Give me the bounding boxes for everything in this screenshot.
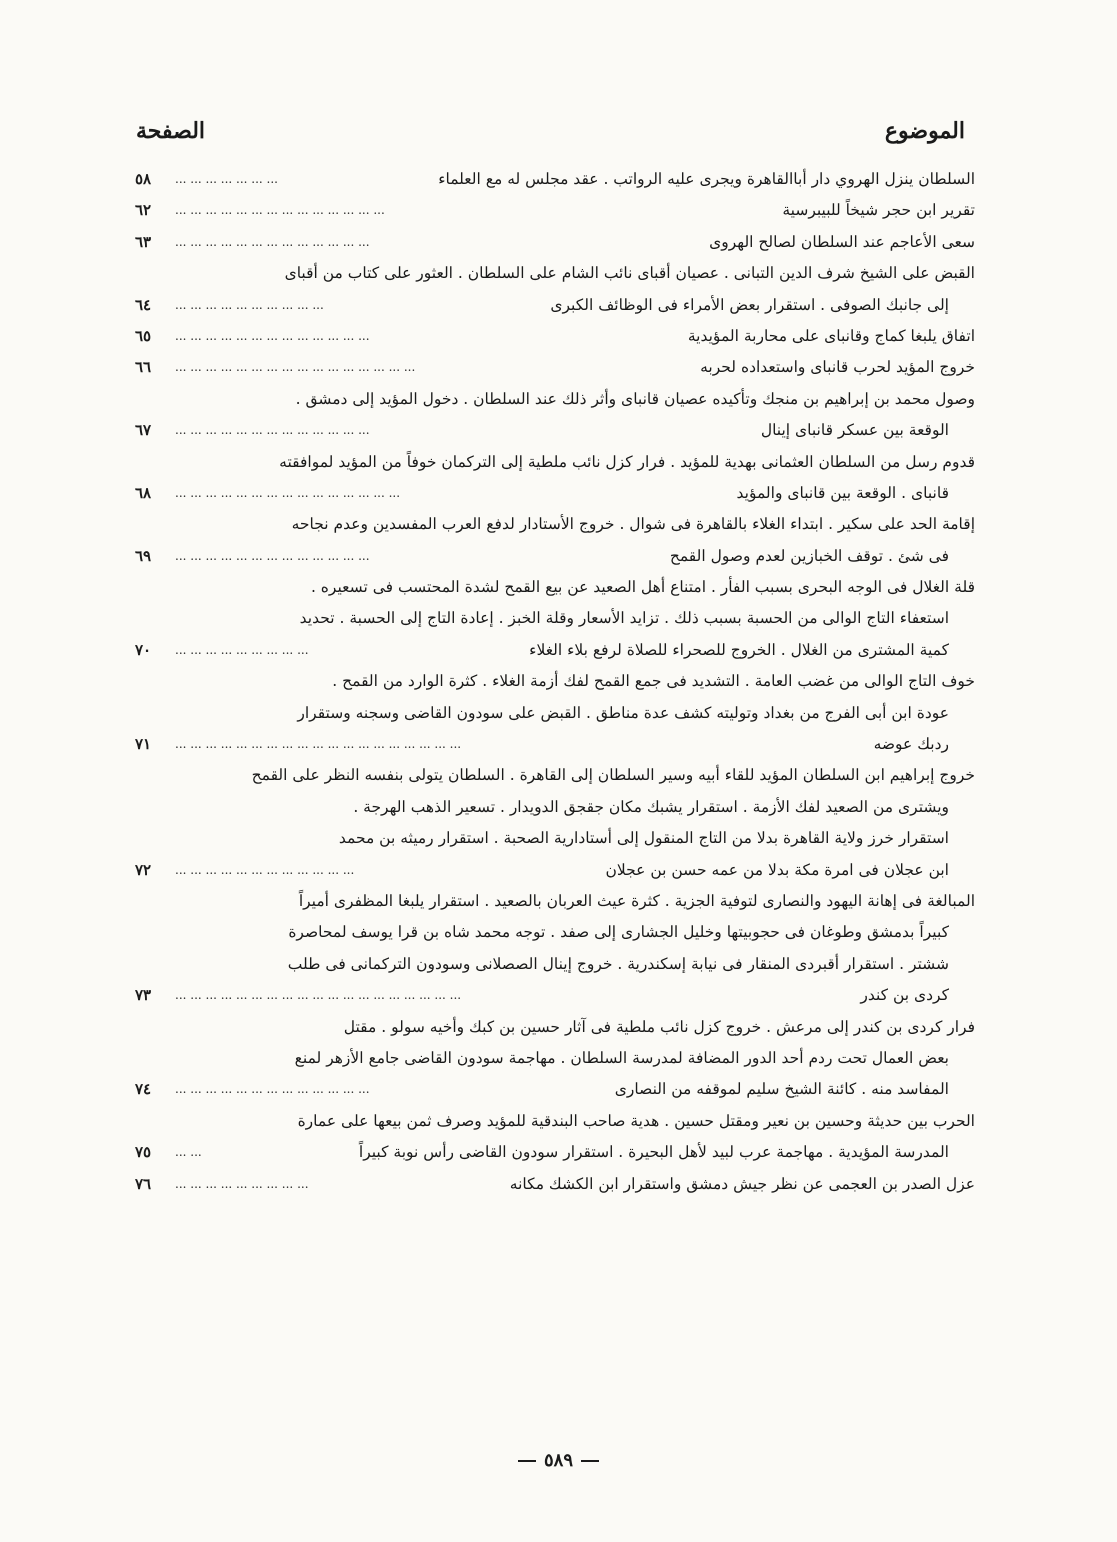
entry-page-number: ٧٣ bbox=[135, 986, 152, 1005]
index-entry-line bbox=[135, 290, 975, 321]
entry-text: المبالغة فى إهانة اليهود والنصارى لتوفية الجزية . كثرة عيث العربان بالصعيد . استقرار يلبغا المظفرى أميراً bbox=[298, 891, 975, 910]
index-entry-line bbox=[135, 509, 975, 540]
entry-text: إقامة الحد على سكير . ابتداء الغلاء بالقاهرة فى شوال . خروج الأستادار لدفع العرب المفسدين وعدم نجاحه bbox=[291, 515, 975, 534]
index-entry-line bbox=[135, 917, 975, 948]
entry-text: السلطان ينزل الهروي دار أباالقاهرة ويجرى عليه الرواتب . عقد مجلس له مع العلماء bbox=[438, 170, 975, 188]
entry-leader-dots: ... ... ... ... ... ... ... ... ... ... ... ... ... ... ... bbox=[175, 485, 401, 500]
entry-page-number: ٥٨ bbox=[135, 170, 152, 188]
entry-leader-dots: ... ... ... ... ... ... ... ... ... ... ... ... ... bbox=[175, 1082, 370, 1097]
entry-text: تقرير ابن حجر شيخاً للبيبرسية bbox=[782, 201, 975, 220]
entry-text: فرار كردى بن كندر إلى مرعش . خروج كزل نائب ملطية فى آثار حسين بن كبك وأخيه سولو . مقتل bbox=[343, 1017, 975, 1036]
entry-leader-dots: ... ... ... ... ... ... ... ... ... ... bbox=[175, 297, 324, 312]
index-entry-line bbox=[135, 1043, 975, 1074]
index-entry-line bbox=[135, 541, 975, 572]
entry-leader-dots: ... ... ... ... ... ... ... ... ... ... ... ... ... ... ... ... ... ... ... bbox=[175, 988, 462, 1003]
page-column-header: الصفحة bbox=[136, 118, 206, 144]
index-entry-line bbox=[135, 258, 975, 289]
entry-page-number: ٧١ bbox=[135, 735, 152, 754]
entry-page-number: ٦٢ bbox=[135, 201, 152, 220]
entry-text: قانباى . الوقعة بين قانباى والمؤيد bbox=[736, 483, 949, 502]
entry-text: وصول محمد بن إبراهيم بن منجك وتأكيده عصيان قانباى وأثر ذلك عند السلطان . دخول المؤيد إلى دمشق . bbox=[295, 389, 975, 408]
index-entry-line bbox=[135, 1074, 975, 1105]
entry-leader-dots: ... ... ... ... ... ... ... ... ... ... ... ... ... ... ... ... bbox=[175, 360, 416, 375]
index-entry-line bbox=[135, 1169, 975, 1200]
entry-text: بعض العمال تحت ردم أحد الدور المضافة لمدرسة السلطان . مهاجمة سودون القاضى جامع الأزهر لمنع bbox=[294, 1048, 949, 1067]
entry-text: فى شئ . توقف الخبازين لعدم وصول القمح bbox=[669, 546, 949, 565]
entry-text: ويشترى من الصعيد لفك الأزمة . استقرار يشبك مكان جقجق الدويدار . تسعير الذهب الهرجة . bbox=[353, 797, 949, 816]
entry-page-number: ٦٣ bbox=[135, 232, 152, 251]
entry-leader-dots: ... ... ... ... ... ... ... ... ... bbox=[175, 1176, 309, 1191]
entry-leader-dots: ... ... ... ... ... ... ... ... ... ... ... ... ... bbox=[175, 234, 370, 249]
index-entry-line bbox=[135, 227, 975, 258]
entry-text: القبض على الشيخ شرف الدين التبانى . عصيان أقباى نائب الشام على السلطان . العثور على كتاب من أقباى bbox=[284, 264, 975, 283]
entry-leader-dots: ... ... ... ... ... ... ... ... ... ... ... ... ... bbox=[175, 548, 370, 563]
entry-page-number: ٧٦ bbox=[135, 1174, 152, 1193]
index-entry-line bbox=[135, 1012, 975, 1043]
page-footer bbox=[0, 1450, 1117, 1471]
index-entry-line bbox=[135, 478, 975, 509]
entry-text: عودة ابن أبى الفرج من بغداد وتوليته كشف عدة مناطق . القبض على سودون القاضى وسجنه وستقرار bbox=[297, 703, 949, 722]
index-entry-line bbox=[135, 572, 975, 603]
index-entry-line bbox=[135, 698, 975, 729]
entry-text: سعى الأعاجم عند السلطان لصالح الهروى bbox=[709, 232, 975, 251]
entry-text: خروج إبراهيم ابن السلطان المؤيد للقاء أبيه وسير السلطان إلى القاهرة . السلطان يتولى بنفسه النظر على القمح bbox=[251, 766, 975, 785]
entry-text: المدرسة المؤيدية . مهاجمة عرب لبيد لأهل البحيرة . استقرار سودون القاضى رأس نوبة كبيراً bbox=[358, 1143, 949, 1162]
entry-leader-dots: ... ... ... ... ... ... ... ... ... ... ... ... bbox=[175, 862, 355, 877]
entry-text: ابن عجلان فى امرة مكة بدلا من عمه حسن بن عجلان bbox=[605, 860, 949, 879]
entry-text: خروج المؤيد لحرب قانباى واستعداده لحربه bbox=[700, 358, 975, 377]
index-entry-line bbox=[135, 352, 975, 383]
index-entry-line bbox=[135, 792, 975, 823]
entry-text: المفاسد منه . كائنة الشيخ سليم لموقفه من النصارى bbox=[614, 1080, 949, 1099]
entry-leader-dots: ... ... ... ... ... ... ... ... ... ... ... ... ... bbox=[175, 328, 370, 343]
entry-page-number: ٧٥ bbox=[135, 1143, 152, 1162]
index-entry-line bbox=[135, 447, 975, 478]
entry-text: قلة الغلال فى الوجه البحرى بسبب الفأر . امتناع أهل الصعيد عن بيع القمح لشدة المحتسب فى تسعيره . bbox=[310, 578, 975, 597]
footer-dash-left bbox=[518, 1460, 536, 1462]
index-entry-line bbox=[135, 980, 975, 1011]
index-entry-line bbox=[135, 886, 975, 917]
index-entry-line bbox=[135, 949, 975, 980]
entry-page-number: ٦٥ bbox=[135, 326, 152, 345]
index-entries bbox=[135, 164, 975, 1200]
entry-leader-dots: ... ... ... ... ... ... ... ... ... ... ... ... ... bbox=[175, 423, 370, 438]
entry-page-number: ٧٠ bbox=[135, 640, 152, 659]
entry-text: اتفاق يلبغا كماج وقانباى على محاربة المؤيدية bbox=[687, 326, 975, 345]
entry-text: ششتر . استقرار أقبردى المنقار فى نيابة إسكندرية . خروج إينال الصصلانى وسودون التركمانى فى طلب bbox=[287, 954, 949, 973]
entry-text: استعفاء التاج الوالى من الحسبة بسبب ذلك . تزايد الأسعار وقلة الخبز . إعادة التاج إلى الحسبة . تحديد bbox=[299, 609, 949, 628]
entry-leader-dots: ... ... bbox=[175, 1145, 202, 1160]
index-entry-line bbox=[135, 1106, 975, 1137]
entry-leader-dots: ... ... ... ... ... ... ... bbox=[175, 172, 278, 186]
entry-page-number: ٧٢ bbox=[135, 860, 152, 879]
footer-page-number: ٥٨٩ bbox=[543, 1450, 573, 1471]
entry-text: الوقعة بين عسكر قانباى إينال bbox=[760, 421, 949, 440]
entry-page-number: ٦٩ bbox=[135, 546, 152, 565]
index-entry-line bbox=[135, 603, 975, 634]
entry-page-number: ٦٨ bbox=[135, 483, 152, 502]
entry-text: خوف التاج الوالى من غضب العامة . التشديد فى جمع القمح لفك أزمة الغلاء . كثرة الوارد من القمح . bbox=[332, 672, 975, 691]
entry-text: كبيراً بدمشق وطوغان فى حجوبيتها وخليل الجشارى إلى صفد . توجه محمد شاه بن قرا يوسف لمحاصرة bbox=[288, 923, 949, 942]
index-entry-line bbox=[135, 195, 975, 226]
index-entry-line bbox=[135, 164, 975, 195]
index-entry-line bbox=[135, 760, 975, 791]
entry-text: عزل الصدر بن العجمى عن نظر جيش دمشق واستقرار ابن الكشك مكانه bbox=[509, 1174, 975, 1193]
index-entry-line bbox=[135, 384, 975, 415]
index-entry-line bbox=[135, 823, 975, 854]
entry-leader-dots: ... ... ... ... ... ... ... ... ... ... ... ... ... ... bbox=[175, 203, 385, 218]
entry-page-number: ٦٧ bbox=[135, 421, 152, 440]
entry-text: استقرار خرز ولاية القاهرة بدلا من التاج المنقول إلى أستادارية الصحبة . استقرار رميثه بن محمد bbox=[338, 829, 949, 848]
entry-page-number: ٧٤ bbox=[135, 1080, 152, 1099]
entry-text: الحرب بين حديثة وحسين بن نعير ومقتل حسين . هدية صاحب البندقية للمؤيد وصرف ثمن بيعها على عمارة bbox=[297, 1111, 975, 1130]
index-entry-line bbox=[135, 635, 975, 666]
footer-dash-right bbox=[581, 1460, 599, 1462]
entry-text: كمية المشترى من الغلال . الخروج للصحراء للصلاة لرفع بلاء الغلاء bbox=[529, 640, 949, 659]
entry-leader-dots: ... ... ... ... ... ... ... ... ... bbox=[175, 642, 309, 657]
entry-leader-dots: ... ... ... ... ... ... ... ... ... ... ... ... ... ... ... ... ... ... ... bbox=[175, 737, 462, 752]
entry-text: قدوم رسل من السلطان العثمانى بهدية للمؤيد . فرار كزل نائب ملطية إلى التركمان خوفاً من المؤيد لموافقته bbox=[279, 452, 975, 471]
index-entry-line bbox=[135, 415, 975, 446]
entry-text: ردبك عوضه bbox=[873, 735, 949, 754]
entry-page-number: ٦٤ bbox=[135, 295, 152, 314]
index-entry-line bbox=[135, 729, 975, 760]
entry-text: إلى جانبك الصوفى . استقرار بعض الأمراء فى الوظائف الكبرى bbox=[550, 295, 949, 314]
index-entry-line bbox=[135, 855, 975, 886]
index-entry-line bbox=[135, 666, 975, 697]
index-entry-line bbox=[135, 321, 975, 352]
entry-page-number: ٦٦ bbox=[135, 358, 152, 377]
entry-text: كردى بن كندر bbox=[860, 986, 949, 1005]
topic-column-header: الموضوع bbox=[884, 118, 965, 144]
index-entry-line bbox=[135, 1137, 975, 1168]
